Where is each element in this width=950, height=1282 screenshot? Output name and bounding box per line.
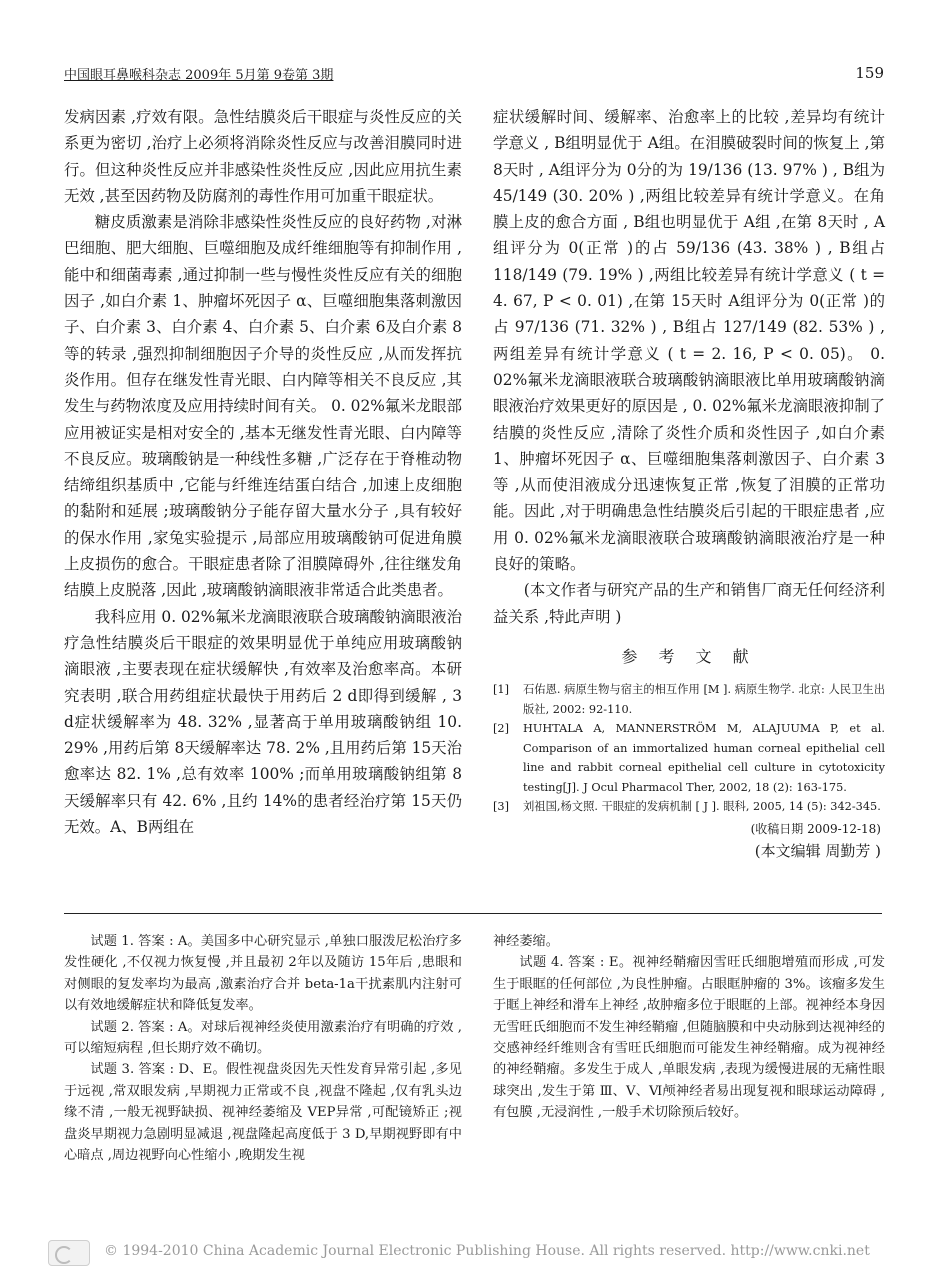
answer-paragraph: 试题 1. 答案 : A。美国多中心研究显示 ,单独口服泼尼松治疗多发性硬化 ,不仅视力恢复慢 ,并且最初 2年以及随访 15年后 ,患眼和对侧眼的复发率均为最高 ,激素治疗合并 beta-1a干扰素肌内注射可以有效地缓解症状和降低复发率。 bbox=[64, 934, 462, 1014]
answers-column-left bbox=[64, 931, 462, 1166]
reference-text: 刘祖国,杨文照. 干眼症的发病机制 [ J ]. 眼科, 2005, 14 (5): 342-345. bbox=[523, 800, 881, 814]
reference-text: 石佑恩. 病原生物与宿主的相互作用 [M ]. 病原生物学. 北京: 人民卫生出版社, 2002: 92-110. bbox=[523, 683, 885, 716]
body-paragraph: 我科应用 0. 02%氟米龙滴眼液联合玻璃酸钠滴眼液治疗急性结膜炎后干眼症的效果明显优于单纯应用玻璃酸钠滴眼液 ,主要表现在症状缓解快 ,有效率及治愈率高。本研究表明 ,联合用药组症状最快于用药后 2 d即得到缓解 , 3 d症状缓解率为 48. 32% ,显著高于单用玻璃酸钠组 10. 29% ,用药后第 8天缓解率达 78. 2% ,且用药后第 15天治愈率达 82. 1% ,总有效率 100% ;而单用玻璃酸钠组第 8天缓解率只有 42. 6% ,且约 14%的患者经治疗第 15天仍无效。A、B两组在 bbox=[64, 607, 462, 837]
references-heading: 参 考 文 献 bbox=[621, 646, 757, 666]
body-paragraph: 发病因素 ,疗效有限。急性结膜炎后干眼症与炎性反应的关系更为密切 ,治疗上必须将消除炎性反应与改善泪膜同时进行。但这种炎性反应并非感染性炎性反应 ,因此应用抗生素无效 ,甚至因药物及防腐剂的毒性作用可加重干眼症状。 bbox=[64, 108, 462, 205]
answer-paragraph: 神经萎缩。 bbox=[493, 934, 559, 949]
reference-item bbox=[493, 719, 885, 797]
reference-number: [3] bbox=[493, 800, 510, 814]
received-date: (收稿日期 2009-12-18) bbox=[750, 821, 881, 836]
main-column-left bbox=[64, 104, 462, 840]
section-divider bbox=[64, 913, 882, 914]
reference-item bbox=[493, 680, 885, 719]
cnki-logo-icon bbox=[48, 1240, 90, 1266]
answers-column-right bbox=[493, 931, 885, 1124]
disclosure-statement: (本文作者与研究产品的生产和销售厂商无任何经济利益关系 ,特此声明 ) bbox=[493, 581, 885, 626]
copyright-footer bbox=[48, 1240, 908, 1266]
body-paragraph: 症状缓解时间、缓解率、治愈率上的比较 ,差异均有统计学意义 , B组明显优于 A组。在泪膜破裂时间的恢复上 ,第 8天时 , A组评分为 0分的为 19/136 (13. 97% ) , B组为 45/149 (30. 20% ) ,两组比较差异有统计学意义。在角膜上皮的愈合方面 , B组也明显优于 A组 ,在第 8天时 , A组评分为 0(正常 )的占 59/136 (43. 38% ) , B组占 118/149 (79. 19% ) ,两组比较差异有统计学意义 ( t = 4. 67, P < 0. 01) ,在第 15天时 A组评分为 0(正常 )的占 97/136 (71. 32% ) , B组占 127/149 (82. 53% ) ,两组差异有统计学意义 ( t = 2. 16, P < 0. 05)。 0. 02%氟米龙滴眼液联合玻璃酸钠滴眼液比单用玻璃酸钠滴眼液治疗效果更好的原因是 , 0. 02%氟米龙滴眼液抑制了结膜的炎性反应 ,清除了炎性介质和炎性因子 ,如白介素 1、肿瘤坏死因子 α、巨噬细胞集落刺激因子、白介素 3等 ,从而使泪液成分迅速恢复正常 ,恢复了泪膜的正常功能。因此 ,对于明确患急性结膜炎后引起的干眼症患者 ,应用 0. 02%氟米龙滴眼液联合玻璃酸钠滴眼液治疗是一种良好的策略。 bbox=[493, 108, 885, 574]
main-column-right bbox=[493, 104, 885, 863]
answer-paragraph: 试题 2. 答案 : A。对球后视神经炎使用激素治疗有明确的疗效 ,可以缩短病程 ,但长期疗效不确切。 bbox=[64, 1019, 462, 1057]
body-paragraph: 糖皮质激素是消除非感染性炎性反应的良好药物 ,对淋巴细胞、肥大细胞、巨噬细胞及成纤维细胞等有抑制作用 ,能中和细菌毒素 ,通过抑制一些与慢性炎性反应有关的细胞因子 ,如白介素 1、肿瘤坏死因子 α、巨噬细胞集落刺激因子、白介素 3、白介素 4、白介素 5、白介素 6及白介素 8等的转录 ,强烈抑制细胞因子介导的炎性反应 ,从而发挥抗炎作用。但存在继发性青光眼、白内障等相关不良反应 ,其发生与药物浓度及应用持续时间有关。 0. 02%氟米龙眼部应用被证实是相对安全的 ,基本无继发性青光眼、白内障等不良反应。玻璃酸钠是一种线性多糖 ,广泛存在于脊椎动物结缔组织基质中 ,它能与纤维连结蛋白结合 ,加速上皮细胞的黏附和延展 ;玻璃酸钠分子能存留大量水分子 ,具有较好的保水作用 ,家兔实验提示 ,局部应用玻璃酸钠可促进角膜上皮损伤的愈合。干眼症患者除了泪膜障碍外 ,往往继发角结膜上皮脱落 ,因此 ,玻璃酸钠滴眼液非常适合此类患者。 bbox=[64, 213, 462, 600]
journal-citation: 中国眼耳鼻喉科杂志 2009年 5月第 9卷第 3期 bbox=[64, 68, 334, 83]
answer-paragraph: 试题 3. 答案 : D、E。假性视盘炎因先天性发育异常引起 ,多见于远视 ,常双眼发病 ,早期视力正常或不良 ,视盘不隆起 ,仅有乳头边缘不清 ,一般无视野缺损、视神经萎缩及 VEP异常 ,可配镜矫正 ;视盘炎早期视力急剧明显减退 ,视盘隆起高度低于 3 D,早期视野即有中心暗点 ,周边视野向心性缩小 ,晚期发生视 bbox=[64, 1062, 462, 1164]
running-header bbox=[64, 64, 884, 86]
reference-text: HUHTALA A, MANNERSTRÖM M, ALAJUUMA P, et al. Comparison of an immortalized human corneal epithelial cell line and rabbit corneal epithelial cell culture in cytotoxicity testing[J]. J Ocul Pharmacol Ther, 2002, 18 (2): 163-175. bbox=[523, 722, 885, 794]
answer-paragraph: 试题 4. 答案 : E。视神经鞘瘤因雪旺氏细胞增殖而形成 ,可发生于眼眶的任何部位 ,为良性肿瘤。占眼眶肿瘤的 3%。该瘤多发生于眶上神经和滑车上神经 ,故肿瘤多位于眼眶的上部。视神经本身因无雪旺氏细胞而不发生神经鞘瘤 ,但随脑膜和中央动脉到达视神经的交感神经纤维则含有雪旺氏细胞而可能发生神经鞘瘤。成为视神经的神经鞘瘤。多发生于成人 ,单眼发病 ,表现为缓慢进展的无痛性眼球突出 ,发生于第 Ⅲ、Ⅴ、Ⅵ颅神经者易出现复视和眼球运动障碍 ,有包膜 ,无浸润性 ,一般手术切除预后较好。 bbox=[493, 955, 885, 1121]
editor-credit: (本文编辑 周勤芳 ) bbox=[754, 841, 881, 860]
reference-list bbox=[493, 680, 885, 817]
reference-number: [1] bbox=[493, 683, 510, 697]
copyright-text: © 1994-2010 China Academic Journal Electronic Publishing House. All rights reserved. http://www.cnki.net bbox=[104, 1243, 870, 1259]
reference-number: [2] bbox=[493, 722, 510, 736]
page-number: 159 bbox=[855, 64, 884, 82]
reference-item bbox=[493, 797, 885, 817]
